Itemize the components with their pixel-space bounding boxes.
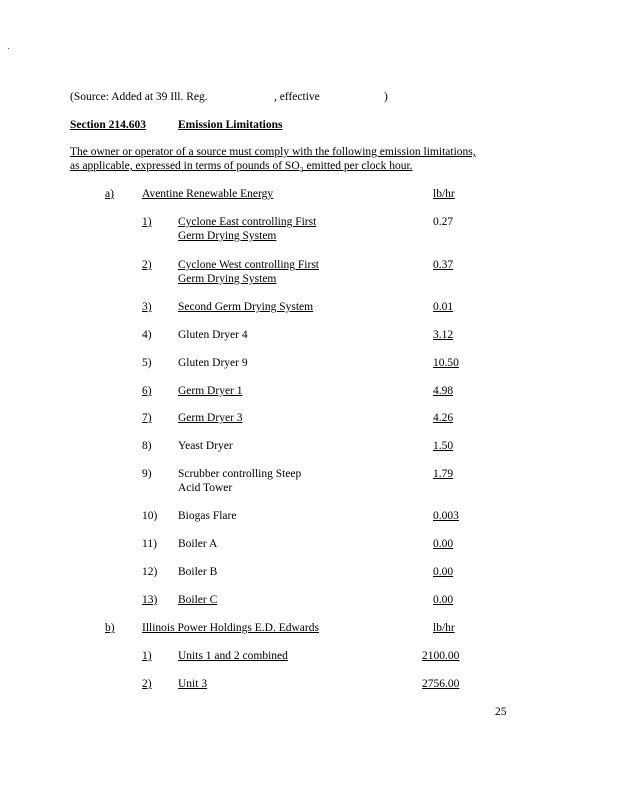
item-number: 2) xyxy=(142,259,152,271)
scan-speck xyxy=(8,48,9,49)
page-number: 25 xyxy=(495,706,507,718)
item-title: Unit 3 xyxy=(178,678,208,690)
intro-line-1: The owner or operator of a source must comply with the following emission limitations, xyxy=(70,146,476,158)
item-title: Yeast Dryer xyxy=(178,440,233,452)
item-number: 1) xyxy=(142,216,152,228)
source-b-name: Illinois Power Holdings E.D. Edwards xyxy=(142,622,319,634)
item-number: 2) xyxy=(142,678,152,690)
item-value: 2756.00 xyxy=(422,678,460,690)
item-number: 12) xyxy=(142,566,158,578)
item-number: 10) xyxy=(142,510,158,522)
source-note xyxy=(70,90,208,104)
item-value: 0.00 xyxy=(433,566,454,578)
source-a-name: Aventine Renewable Energy xyxy=(142,188,274,200)
item-title: Cyclone West controlling First xyxy=(178,259,320,271)
item-title-line2: Germ Drying System xyxy=(178,273,277,285)
item-title: Boiler A xyxy=(178,538,218,550)
item-value: 3.12 xyxy=(433,329,454,341)
item-number: 4) xyxy=(142,329,152,341)
item-value: 4.98 xyxy=(433,385,454,397)
item-number: 8) xyxy=(142,440,152,452)
source-a-label: a) xyxy=(105,188,114,200)
item-number: 13) xyxy=(142,594,158,606)
item-value: 1.50 xyxy=(433,440,454,452)
item-value: 0.00 xyxy=(433,594,454,606)
item-value: 0.27 xyxy=(433,216,454,228)
item-value: 2100.00 xyxy=(422,650,460,662)
item-value: 0.003 xyxy=(433,510,459,522)
item-title: Boiler B xyxy=(178,566,218,578)
item-number: 7) xyxy=(142,412,152,424)
item-title-line2: Acid Tower xyxy=(178,482,233,494)
item-title: Scrubber controlling Steep xyxy=(178,468,302,480)
section-title: Emission Limitations xyxy=(178,119,283,131)
item-value: 0.01 xyxy=(433,301,454,313)
item-title: Boiler C xyxy=(178,594,218,606)
section-number: Section 214.603 xyxy=(70,119,147,131)
item-number: 3) xyxy=(142,301,152,313)
item-number: 1) xyxy=(142,650,152,662)
item-value: 0.00 xyxy=(433,538,454,550)
source-a-unit: lb/hr xyxy=(433,188,455,200)
source-b-label: b) xyxy=(105,622,115,634)
item-title: Germ Dryer 3 xyxy=(178,412,243,424)
item-title: Germ Dryer 1 xyxy=(178,385,243,397)
intro-line-2: as applicable, expressed in terms of pounds of SO₂ emitted per clock hour. xyxy=(70,160,413,172)
source-note-effective: , effective xyxy=(274,91,320,103)
item-value: 4.26 xyxy=(433,412,454,424)
source-b-unit: lb/hr xyxy=(433,622,455,634)
item-title: Second Germ Drying System xyxy=(178,301,314,313)
item-title: Units 1 and 2 combined xyxy=(178,650,288,662)
item-title: Gluten Dryer 4 xyxy=(178,329,248,341)
item-value: 0.37 xyxy=(433,259,454,271)
source-note-prefix: (Source: Added at 39 Ill. Reg. xyxy=(70,91,208,103)
item-number: 9) xyxy=(142,468,152,480)
item-number: 11) xyxy=(142,538,157,550)
item-title-line2: Germ Drying System xyxy=(178,230,277,242)
item-title: Gluten Dryer 9 xyxy=(178,357,248,369)
item-value: 1.79 xyxy=(433,468,454,480)
item-title: Cyclone East controlling First xyxy=(178,216,317,228)
item-number: 6) xyxy=(142,385,152,397)
source-note-close: ) xyxy=(384,91,388,103)
item-title: Biogas Flare xyxy=(178,510,237,522)
item-number: 5) xyxy=(142,357,152,369)
item-value: 10.50 xyxy=(433,357,459,369)
